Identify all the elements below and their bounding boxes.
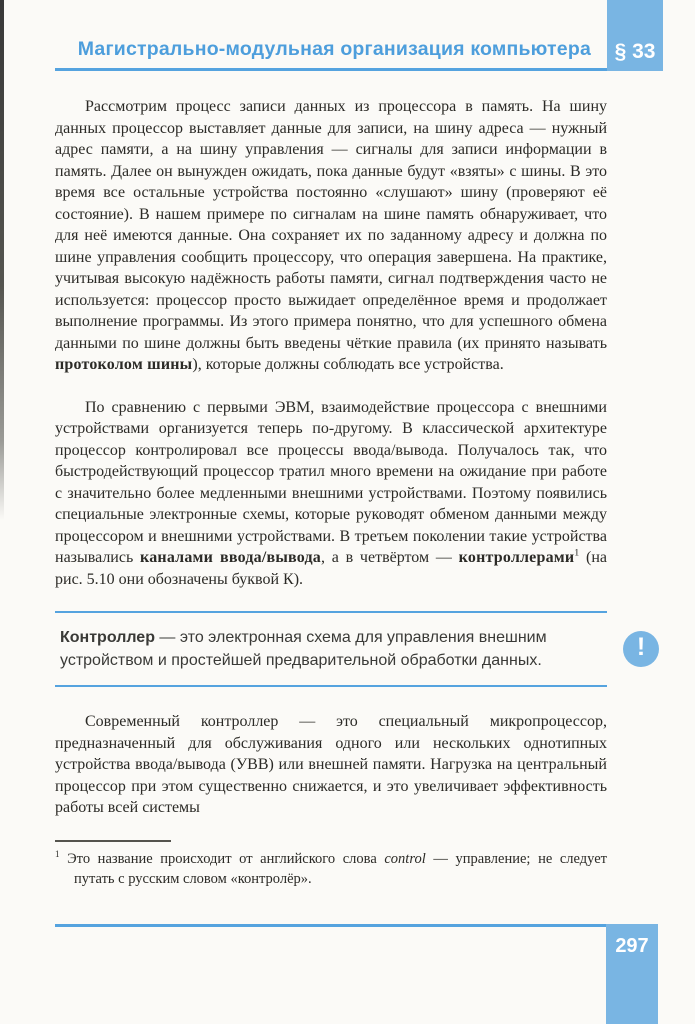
exclamation-glyph: ! — [636, 633, 646, 662]
chapter-title: Магистрально-модульная организация компьютера — [77, 38, 591, 60]
text-column — [55, 96, 646, 890]
header-rule — [55, 68, 607, 71]
definition-text: Контроллер — это электронная схема для управления внешним устройством и простейшей предварительной обработки данных. — [60, 629, 547, 669]
page-number-box — [606, 924, 658, 1024]
section-badge-label: § 33 — [614, 40, 656, 63]
book-binding-edge — [0, 0, 4, 520]
definition-box — [55, 611, 646, 687]
footnote-separator — [55, 840, 171, 842]
paragraph-modern-controller: Современный контроллер — это специальный микропроцессор, предназначенный для обслуживания одного или нескольких однотипных устройства ввода/вывода (УВВ) или внешней памяти. Нагрузка на центральный процессор при этом существенно снижается, и это увеличивает эффективность работы всей системы — [55, 713, 607, 816]
page-header — [0, 0, 695, 71]
paragraph-bus-write-process: Рассмотрим процесс записи данных из процессора в память. На шину данных процессор выставляет данные для записи, на шину адреса — нужный адрес памяти, а на шину управления — сигналы для записи информации в память. Далее он вынужден ожидать, пока данные будут «взяты» с шины. В это время все остальные устройства постоянно «слушают» шину (проверяют её состояние). В нашем примере по сигналам на шине память обнаруживает, что для неё имеются данные. Она сохраняет их по заданному адресу и должна по шине управления сообщить процессору, что операция завершена. На практике, учитывая высокую надёжность работы памяти, сигнал подтверждения часто не используется: процессор просто выжидает определённое время и продолжает выполнение программы. Из этого примера понятно, что для успешного обмена данными по шине должны быть введены чёткие правила (их принято называть протоколом шины), которые должны соблюдать все устройства. — [55, 98, 607, 373]
section-badge — [607, 0, 663, 71]
footnote: $^1$ Это название происходит от английского слова control — управление; не следует путать с русским словом «контролёр». — [55, 848, 607, 887]
footer-rule — [55, 924, 606, 927]
exclamation-icon — [623, 631, 659, 667]
page-number: 297 — [615, 935, 649, 957]
paragraph-io-channels: По сравнению с первыми ЭВМ, взаимодействие процессора с внешними устройствами организуется теперь по-другому. В классической архитектуре процессор контролировал все процессы ввода/вывода. Получалось так, что быстродействующий процессор тратил много времени на ожидание при работе с значительно более медленными внешними устройствами. Поэтому появились специальные электронные схемы, которые руководят обменом данными между процессором и внешними устройствами. В третьем поколении такие устройства назывались каналами ввода/вывода, а в четвёртом — контроллерами$^1$ (на рис. 5.10 они обозначены буквой К). — [55, 398, 608, 588]
